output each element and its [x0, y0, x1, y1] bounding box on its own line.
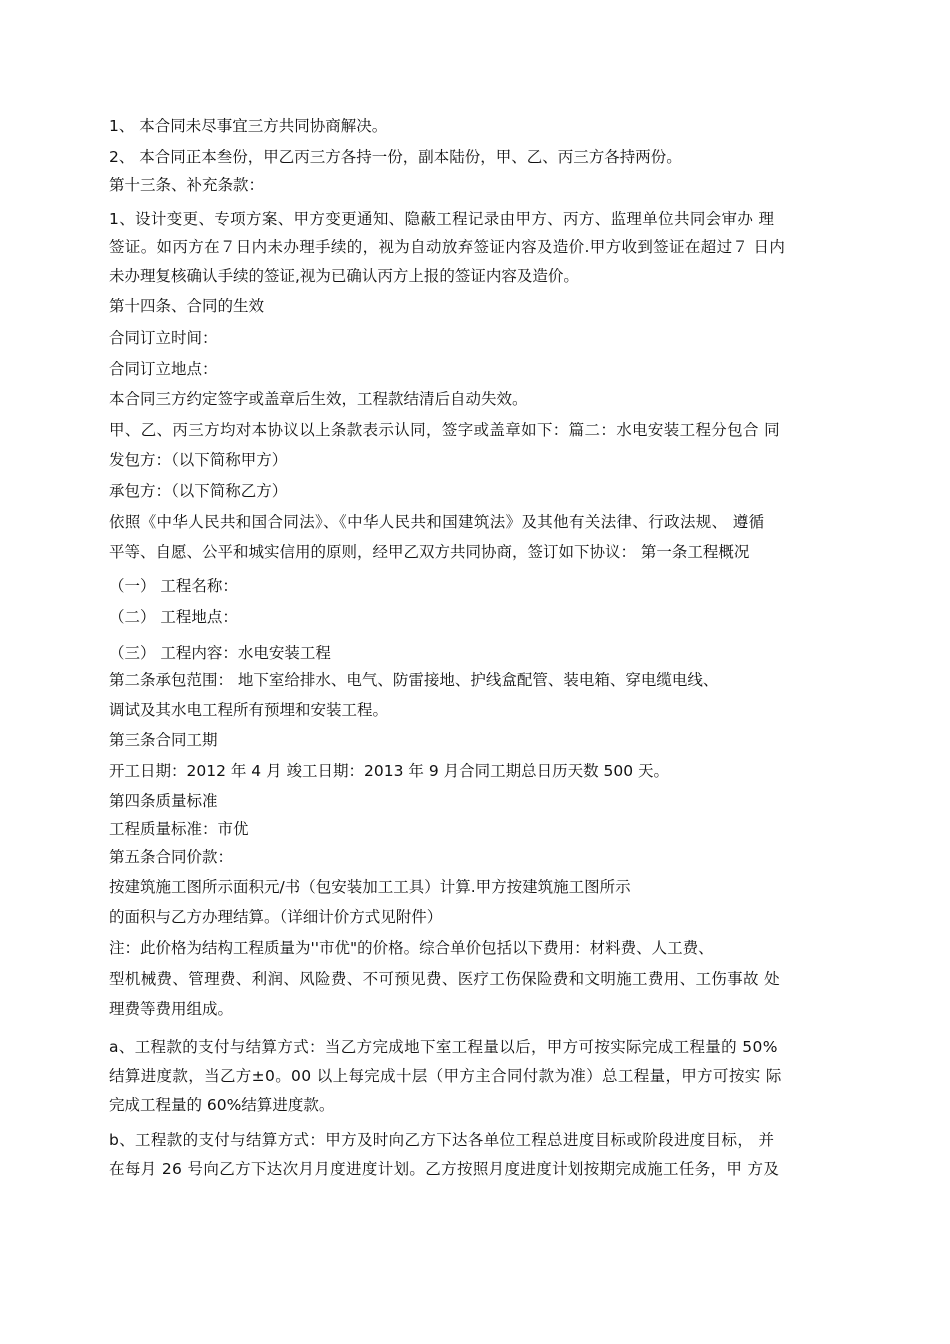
text-line: 第五条合同价款：: [109, 848, 234, 866]
text-line: （二） 工程地点：: [109, 608, 238, 626]
text-line: 按建筑施工图所示面积元/书（包安装加工工具）计算.甲方按建筑施工图所示: [109, 878, 631, 896]
text-line: （一） 工程名称：: [109, 577, 238, 595]
text-line: 的面积与乙方办理结算。（详细计价方式见附件）: [109, 908, 443, 926]
text-line: 第三条合同工期: [109, 731, 218, 749]
text-line: 调试及其水电工程所有预埋和安装工程。: [109, 701, 389, 719]
text-line: 第十四条、合同的生效: [109, 297, 265, 315]
text-line: 型机械费、管理费、利润、风险费、不可预见费、医疗工伤保险费和文明施工费用、工伤事故 处: [109, 970, 780, 988]
text-line: 平等、自愿、公平和城实信用的原则，经甲乙双方共同协商，签订如下协议： 第一条工程概况: [109, 543, 750, 561]
text-line: 结算进度款，当乙方±0。00 以上每完成十层（甲方主合同付款为准）总工程量，甲方可按实 际: [109, 1067, 782, 1085]
text-line: 合同订立地点：: [109, 360, 218, 378]
text-line: 甲、乙、丙三方均对本协议以上条款表示认同，签字或盖章如下：篇二：水电安装工程分包合 同: [109, 421, 780, 439]
text-line: 依照《中华人民共和国合同法》、《中华人民共和国建筑法》及其他有关法律、行政法规、 遵循: [109, 513, 765, 531]
text-line: 第十三条、补充条款：: [109, 176, 265, 194]
text-line: 本合同三方约定签字或盖章后生效，工程款结清后自动失效。: [109, 390, 528, 408]
text-line: a、工程款的支付与结算方式：当乙方完成地下室工程量以后，甲方可按实际完成工程量的 50%: [109, 1038, 778, 1056]
text-line: （三） 工程内容：水电安装工程: [109, 644, 331, 662]
text-line: b、工程款的支付与结算方式：甲方及时向乙方下达各单位工程总进度目标或阶段进度目标， 并: [109, 1131, 775, 1149]
text-line: 工程质量标准：市优: [109, 820, 249, 838]
text-line: 签证。如丙方在７日内未办理手续的，视为自动放弃签证内容及造价.甲方收到签证在超过７ 日内: [109, 238, 786, 256]
text-line: 1、 本合同未尽事宜三方共同协商解决。: [109, 117, 388, 135]
text-line: 注：此价格为结构工程质量为''市优"的价格。综合单价包括以下费用：材料费、人工费、: [109, 939, 714, 957]
text-line: 未办理复核确认手续的签证,视为已确认丙方上报的签证内容及造价。: [109, 267, 579, 285]
text-line: 2、 本合同正本叁份，甲乙丙三方各持一份，副本陆份，甲、乙、丙三方各持两份。: [109, 148, 682, 166]
text-line: 完成工程量的 60%结算进度款。: [109, 1096, 335, 1114]
text-line: 第四条质量标准: [109, 792, 218, 810]
text-line: 开工日期：2012 年 4 月 竣工日期：2013 年 9 月合同工期总日历天数 500 天。: [109, 762, 670, 780]
text-line: 在每月 26 号向乙方下达次月月度进度计划。乙方按照月度进度计划按期完成施工任务，甲 方及: [109, 1160, 780, 1178]
text-line: 发包方：（以下简称甲方）: [109, 451, 288, 469]
text-line: 第二条承包范围： 地下室给排水、电气、防雷接地、护线盒配管、装电箱、穿电缆电线、: [109, 671, 719, 689]
text-line: 理费等费用组成。: [109, 1000, 234, 1018]
text-line: 1、设计变更、专项方案、甲方变更通知、隐蔽工程记录由甲方、丙方、监理单位共同会审办 理: [109, 210, 775, 228]
text-line: 承包方：（以下简称乙方）: [109, 482, 288, 500]
text-line: 合同订立时间：: [109, 329, 218, 347]
